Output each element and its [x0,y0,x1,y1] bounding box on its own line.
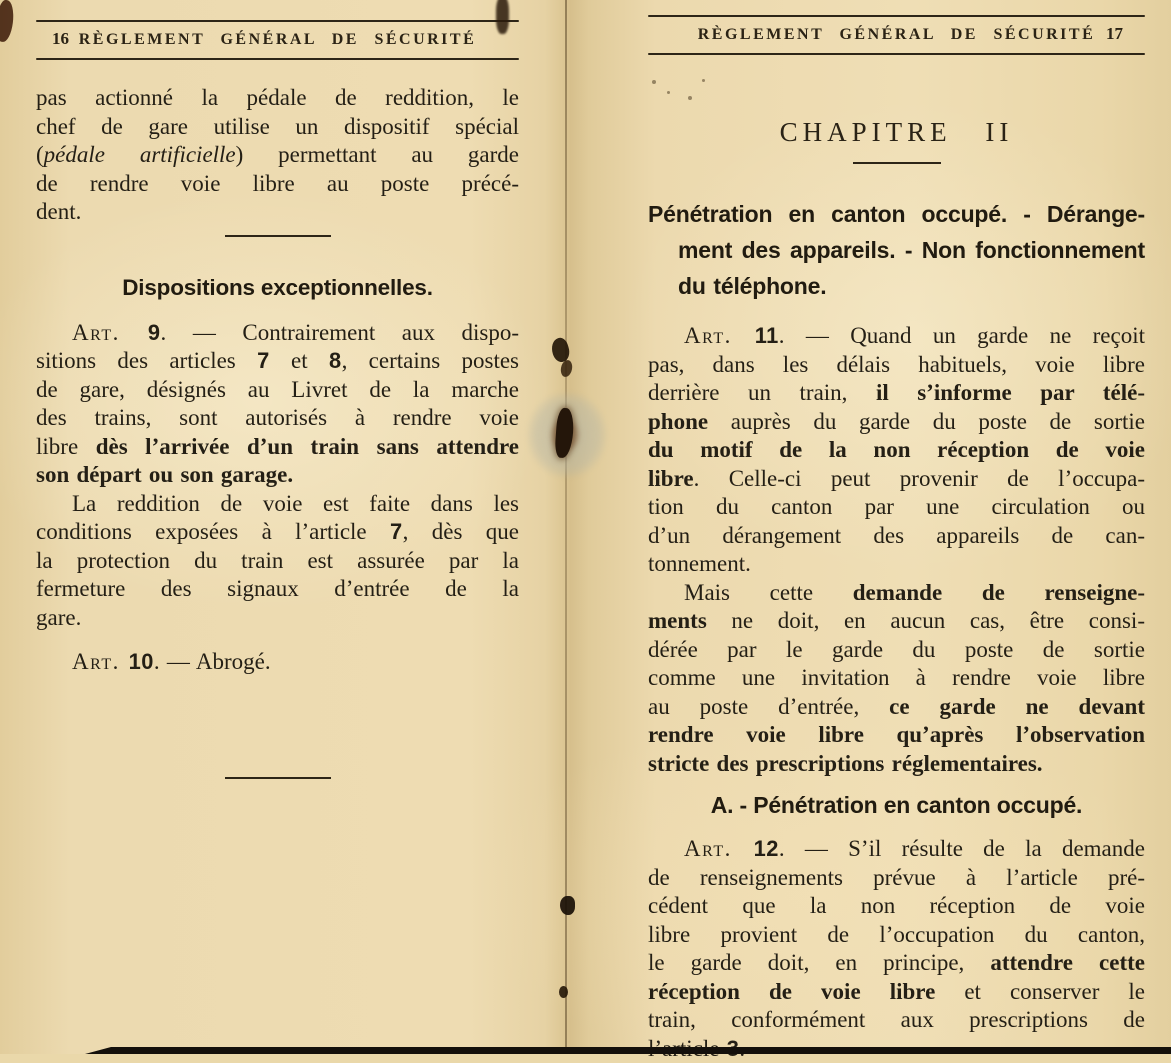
left-page [36,0,519,779]
reddition-paragraph: La reddition de voie est faite dans les conditions exposées à l’article 7, dès que la protection du train est assurée par la fermeture des signaux d’entrée de la gare. [36,490,519,630]
paper-speck [688,96,692,100]
subsection-heading: A. - Pénétration en canton occupé. [710,792,1083,818]
demande-paragraph: Mais cette demande de renseigne- ments ne doit, en aucun cas, être consi- dérée par le garde du poste de sortie comme une invitation à rendre voie libre au poste d’entrée, ce garde ne devant rendre voie libre qu’après l’observation stricte des prescriptions réglementaires. [648,579,1146,776]
paper-speck [702,79,705,82]
gutter-staple-dot [559,986,568,998]
end-divider-rule [225,777,331,779]
chapter-title: CHAPITRE II [779,117,1014,147]
header-rule-bottom [36,58,519,60]
article-9-paragraph: Art. 9. — Contrairement aux dispo- sitions des articles 7 et 8, certains postes de gare, désignés au Livret de la marche des trains, sont autorisés à rendre voie libre dès l’arrivée d’un train sans attendre son départ ou son garage. [36,319,520,487]
chapter-title-rule [853,162,941,164]
header-rule-bottom [648,53,1145,55]
article-10-paragraph: Art. 10. — Abrogé. [72,649,271,674]
top-edge-mark [496,0,509,34]
left-page-number: 16 [52,29,69,48]
intro-paragraph: pas actionné la pédale de reddition, le chef de gare utilise un dispositif spécial (pédale artificielle) permettant au garde de rendre voie libre au poste précé- dent. [36,85,519,224]
running-title: RÈGLEMENT GÉNÉRAL DE SÉCURITÉ [697,26,1096,43]
section-divider-rule [225,235,331,237]
section-heading: Dispositions exceptionnelles. [122,274,433,300]
paper-speck [652,80,656,84]
paper-speck [667,91,670,94]
gutter-staple-dot [560,896,575,915]
running-title: RÈGLEMENT GÉNÉRAL DE SÉCURITÉ [78,31,477,48]
right-page [648,0,1145,1063]
right-page-number: 17 [1106,24,1123,43]
article-11-paragraph: Art. 11. — Quand un garde ne reçoit pas, dans les délais habituels, voie libre derrière un train, il s’informe par télé- phone auprès du garde du poste de sortie du motif de la non réception de voie libre. Celle-ci peut provenir de l’occupa- tion du canton par une circulation ou d’un dérangement des appareils de can- tonnement. [648,323,1145,576]
left-running-header [36,20,519,60]
chapter-heading: Pénétration en canton occupé. - Dérange- ment des appareils. - Non fonctionnement du téléphone. [648,201,1145,299]
scan-edge-shadow [85,1047,1171,1054]
article-12-paragraph: Art. 12. — S’il résulte de la demande de renseignements prévue à l’article pré- cédent que la non réception de voie libre provient de l’occupation du canton, le garde doit, en principe, attendre cette réception de voie libre et conserver le train, conformément aux prescriptions de [648,836,1146,1032]
right-running-header [648,15,1145,55]
